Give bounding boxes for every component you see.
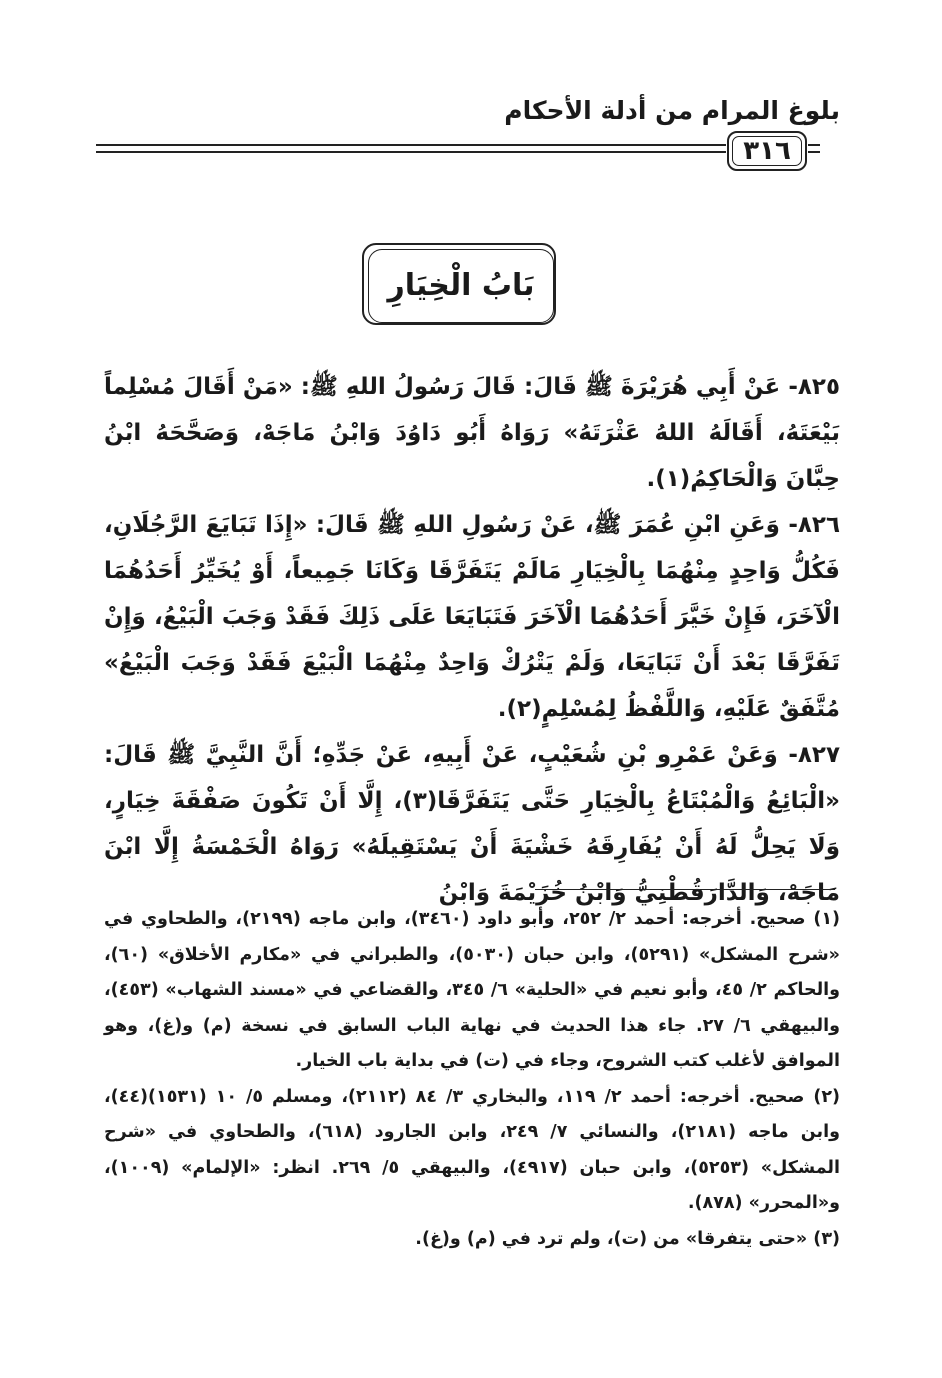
page-number: ٣١٦ [727, 131, 807, 171]
hadith-text: عَنْ أَبِي هُرَيْرَةَ ﷺ قَالَ: قَالَ رَسُولُ اللهِ ﷺ: «مَنْ أَقَالَ مُسْلِماً بَيْعَتَهُ، أَقَالَهُ اللهُ عَثْرَتَهُ» رَوَاهُ أَبُو دَاوُدَ وَابْنُ مَاجَهْ، وَصَحَّحَهُ ابْنُ حِبَّانَ وَالْحَاكِمُ(١). [104, 374, 840, 492]
running-title: بلوغ المرام من أدلة الأحكام [504, 96, 840, 125]
footnote: (٣) «حتى يتفرقا» من (ت)، ولم ترد في (م) و(غ). [415, 1228, 840, 1249]
hadith-paragraph [104, 364, 840, 502]
main-text [104, 364, 840, 916]
header-rule-right-bottom [808, 151, 820, 153]
footnote: (١) صحيح. أخرجه: أحمد ٢/ ٢٥٢، وأبو داود (٣٤٦٠)، وابن ماجه (٢١٩٩)، والطحاوي في «شرح المشكل» (٥٢٩١)، وابن حبان (٥٠٣٠)، والطبراني في «مكارم الأخلاق» (٦٠)، والحاكم ٢/ ٤٥، وأبو نعيم في «الحلية» ٦/ ٣٤٥، والقضاعي في «مسند الشهاب» (٤٥٣)، والبيهقي ٦/ ٢٧. جاء هذا الحديث في نهاية الباب السابق في نسخة (م) و(غ)، وهو الموافق لأغلب كتب الشروح، وجاء في (ت) في بداية باب الخيار. [104, 909, 841, 1071]
footnote: (٢) صحيح. أخرجه: أحمد ٢/ ١١٩، والبخاري ٣/ ٨٤ (٢١١٢)، ومسلم ٥/ ١٠ (١٥٣١)(٤٤)، وابن ماجه (٢١٨١)، والنسائي ٧/ ٢٤٩، وابن الجارود (٦١٨)، والطحاوي في «شرح المشكل» (٥٢٥٣)، وابن حبان (٤٩١٧)، والبيهقي ٥/ ٢٦٩. انظر: «الإلمام» (١٠٠٩)، و«المحرر» (٨٧٨). [104, 1086, 841, 1213]
hadith-number: ٨٢٥- [788, 374, 840, 400]
footnotes [104, 902, 840, 1257]
hadith-paragraph [104, 502, 840, 732]
chapter-heading-frame [362, 243, 556, 325]
hadith-text: وَعَنِ ابْنِ عُمَرَ ﷺ، عَنْ رَسُولِ اللهِ ﷺ قَالَ: «إِذَا تَبَايَعَ الرَّجُلَانِ، فَكُلُّ وَاحِدٍ مِنْهُمَا بِالْخِيَارِ مَالَمْ يَتَفَرَّقَا وَكَانَا جَمِيعاً، أَوْ يُخَيِّرُ أَحَدُهُمَا الْآخَرَ، فَإِنْ خَيَّرَ أَحَدُهُمَا الْآخَرَ فَتَبَايَعَا عَلَى ذَلِكَ فَقَدْ وَجَبَ الْبَيْعُ، وَإِنْ تَفَرَّقَا بَعْدَ أَنْ تَبَايَعَا، وَلَمْ يَتْرُكْ وَاحِدٌ مِنْهُمَا الْبَيْعَ فَقَدْ وَجَبَ الْبَيْعُ» مُتَّفَقٌ عَلَيْهِ، وَاللَّفْظُ لِمُسْلِمٍ(٢). [104, 512, 840, 722]
hadith-number: ٨٢٧- [788, 742, 840, 768]
hadith-text: وَعَنْ عَمْرِو بْنِ شُعَيْبٍ، عَنْ أَبِيهِ، عَنْ جَدِّهِ؛ أَنَّ النَّبِيَّ ﷺ قَالَ: «الْبَائِعُ وَالْمُبْتَاعُ بِالْخِيَارِ حَتَّى يَتَفَرَّقَا(٣)، إِلَّا أَنْ تَكُونَ صَفْقَةَ خِيَارٍ، وَلَا يَحِلُّ لَهُ أَنْ يُفَارِقَهُ خَشْيَةَ أَنْ يَسْتَقِيلَهُ» رَوَاهُ الْخَمْسَةُ إِلَّا ابْنَ مَاجَهْ، وَالدَّارَقُطْنِيُّ وَابْنُ خُزَيْمَةَ وَابْنُ [104, 742, 840, 906]
hadith-number: ٨٢٦- [788, 512, 840, 538]
footnote-separator [535, 889, 835, 890]
frame-inner [368, 249, 554, 323]
header-rule-top [96, 144, 726, 146]
header-rule-right-top [808, 144, 820, 146]
chapter-title: بَابُ الْخِيَارِ [387, 268, 535, 303]
header-rule-bottom [96, 151, 726, 153]
